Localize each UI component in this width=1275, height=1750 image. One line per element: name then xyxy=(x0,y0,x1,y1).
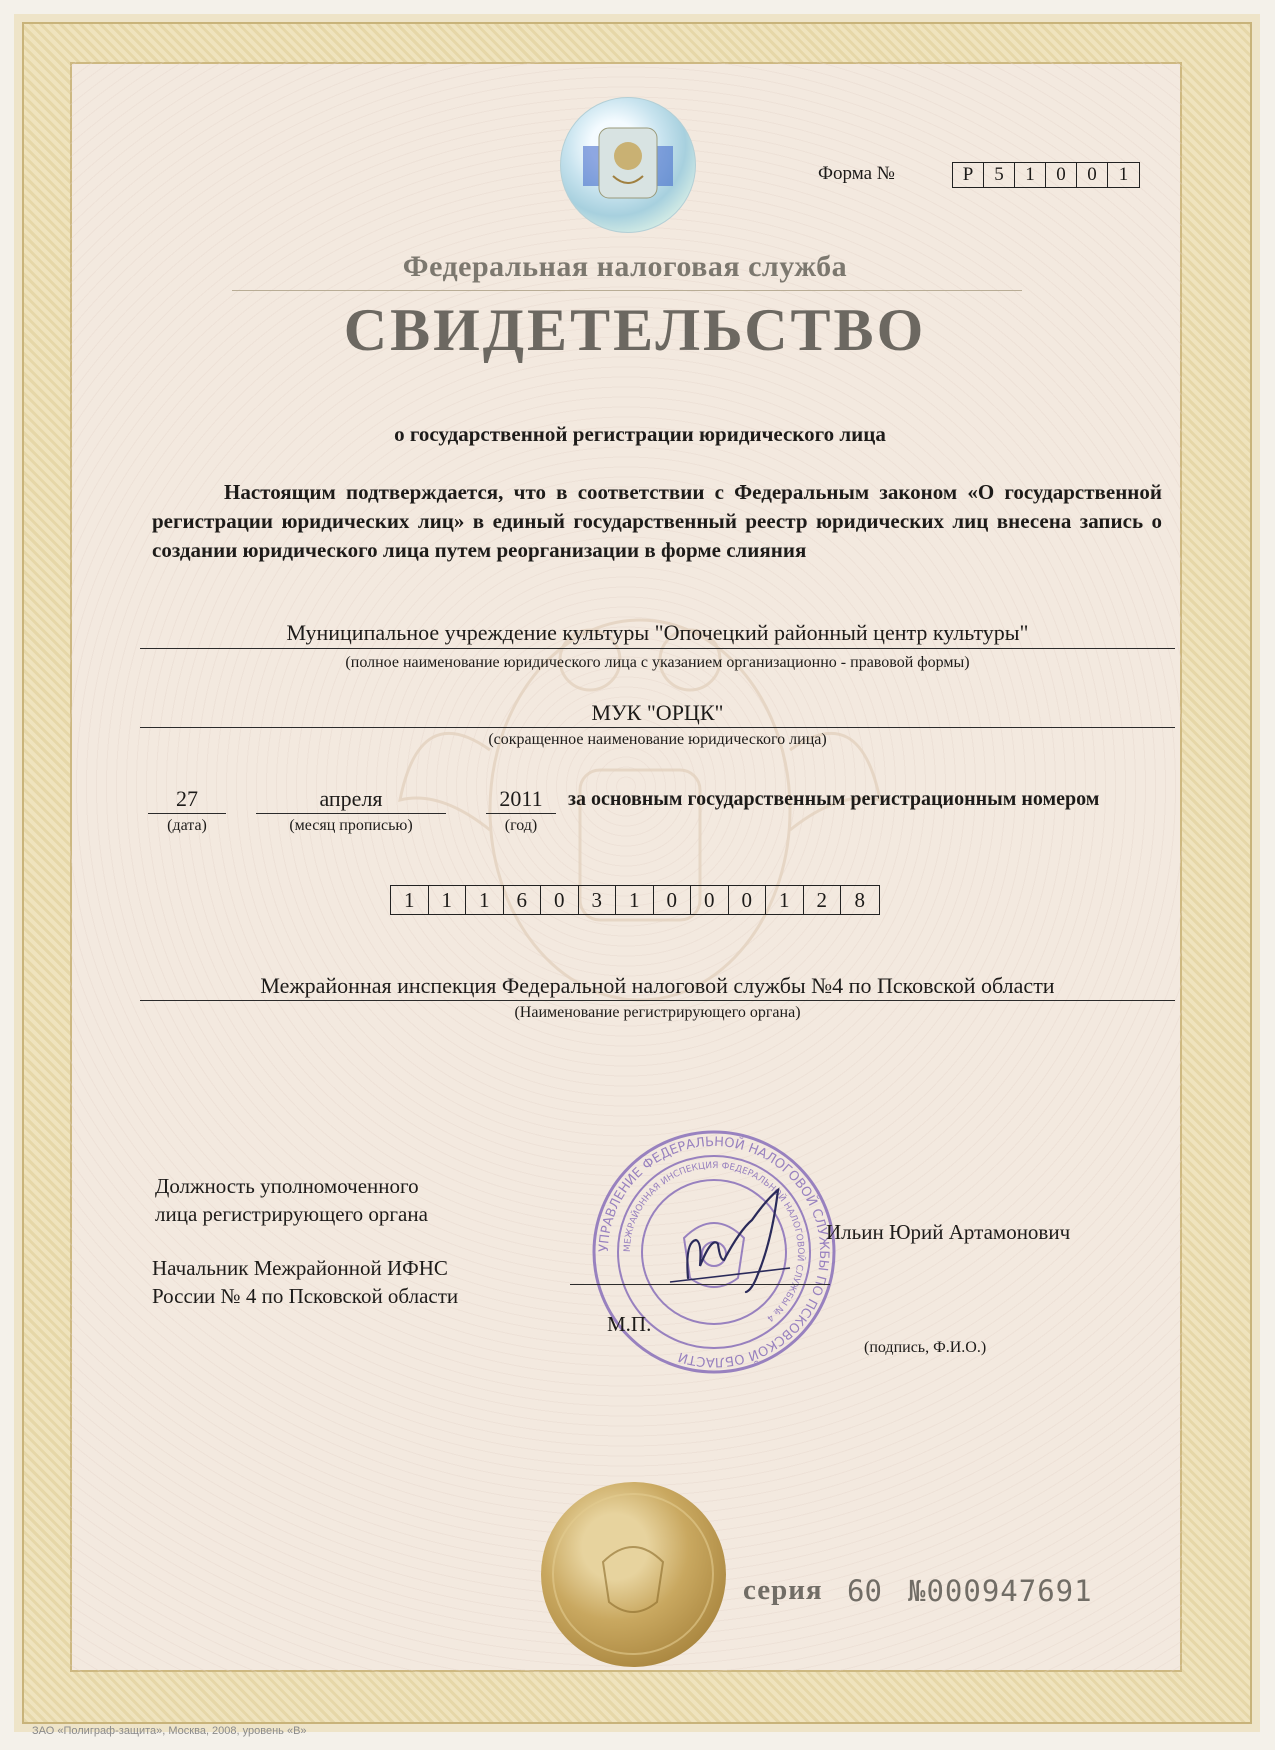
ogrn-digit: 1 xyxy=(466,886,504,914)
statement-text: Настоящим подтверждается, что в соответствии с Федеральным законом «О государственной регистрации юридических лиц» в единый государственный реестр юридических лиц внесена запись о создании юридического лица путем реорганизации в форме слияния xyxy=(152,480,1162,562)
ogrn-digit: 0 xyxy=(729,886,767,914)
entity-full-name: Муниципальное учреждение культуры "Опочецкий районный центр культуры" xyxy=(286,620,1029,645)
ogrn-digit: 2 xyxy=(804,886,842,914)
ogrn-digit: 1 xyxy=(429,886,467,914)
authority-line xyxy=(140,1000,1175,1001)
form-code-cell: Р xyxy=(953,163,984,187)
signature-hint: (подпись, Ф.И.О.) xyxy=(864,1339,987,1356)
official-name: Ильин Юрий Артамонович xyxy=(826,1220,1071,1244)
date-day: 27 xyxy=(176,786,198,811)
ogrn-digit: 3 xyxy=(579,886,617,914)
date-year-line xyxy=(486,813,556,814)
entity-short-name: МУК "ОРЦК" xyxy=(591,700,724,725)
official-position-line-2: России № 4 по Псковской области xyxy=(152,1284,459,1308)
short-name-line xyxy=(140,727,1175,728)
form-code-cell: 5 xyxy=(984,163,1015,187)
printer-imprint: ЗАО «Полиграф-защита», Москва, 2008, уровень «В» xyxy=(32,1725,307,1737)
gold-seal xyxy=(541,1482,726,1667)
form-code-cell: 1 xyxy=(1118,164,1129,185)
header-divider xyxy=(232,290,1022,291)
series-number: 60 xyxy=(847,1574,882,1608)
date-day-line xyxy=(148,813,226,814)
date-day-hint: (дата) xyxy=(167,817,207,834)
form-number-boxes xyxy=(952,162,1140,188)
date-month-hint: (месяц прописью) xyxy=(289,817,413,834)
full-name-line xyxy=(140,648,1175,649)
series-label: серия xyxy=(743,1574,823,1606)
date-year-hint: (год) xyxy=(504,817,538,834)
certificate-number: №000947691 xyxy=(908,1574,1093,1608)
full-name-hint: (полное наименование юридического лица с указанием организационно - правовой формы) xyxy=(345,654,970,671)
position-label xyxy=(155,1172,428,1228)
authority-hint: (Наименование регистрирующего органа) xyxy=(514,1004,801,1021)
form-code-cell: 1 xyxy=(1015,163,1046,187)
ogrn-digit: 1 xyxy=(391,886,429,914)
statement-paragraph xyxy=(152,478,1162,565)
stamp-place-label: М.П. xyxy=(607,1312,652,1336)
document-subtitle: о государственной регистрации юридического лица xyxy=(394,422,886,446)
stamp-inner-text: МЕЖРАЙОННАЯ ИНСПЕКЦИЯ ФЕДЕРАЛЬНОЙ НАЛОГОВОЙ СЛУЖБЫ № 4 xyxy=(622,1160,806,1324)
official-position xyxy=(152,1254,458,1310)
registering-authority: Межрайонная инспекция Федеральной налоговой службы №4 по Псковской области xyxy=(260,973,1055,998)
position-label-line-1: Должность уполномоченного xyxy=(155,1174,419,1198)
official-position-line-1: Начальник Межрайонной ИФНС xyxy=(152,1256,448,1280)
ogrn-digit: 0 xyxy=(654,886,692,914)
short-name-hint: (сокращенное наименование юридического лица) xyxy=(488,731,827,748)
form-number-label: Форма № xyxy=(818,163,895,184)
ogrn-digit: 1 xyxy=(616,886,654,914)
ogrn-digit: 0 xyxy=(541,886,579,914)
ogrn-boxes xyxy=(390,885,880,915)
ogrn-label: за основным государственным регистрационным номером xyxy=(568,788,1100,810)
ogrn-digit: 8 xyxy=(854,888,865,912)
position-label-line-2: лица регистрирующего органа xyxy=(155,1202,428,1226)
form-code-cell: 0 xyxy=(1046,163,1077,187)
ogrn-digit: 0 xyxy=(691,886,729,914)
issuing-service: Федеральная налоговая служба xyxy=(402,250,848,283)
ogrn-digit: 6 xyxy=(504,886,542,914)
handwritten-signature xyxy=(640,1180,820,1300)
eagle-icon xyxy=(541,1482,726,1667)
hologram-emblem xyxy=(560,97,696,233)
stamp-outer-text: УПРАВЛЕНИЕ ФЕДЕРАЛЬНОЙ НАЛОГОВОЙ СЛУЖБЫ ПО ПСКОВСКОЙ ОБЛАСТИ xyxy=(596,1134,832,1370)
form-code-cell: 0 xyxy=(1077,163,1108,187)
date-month: апреля xyxy=(319,786,383,811)
document-title: СВИДЕТЕЛЬСТВО xyxy=(343,297,927,363)
ogrn-digit: 1 xyxy=(766,886,804,914)
date-year: 2011 xyxy=(499,786,543,811)
eagle-icon xyxy=(561,98,695,232)
date-month-line xyxy=(256,813,446,814)
